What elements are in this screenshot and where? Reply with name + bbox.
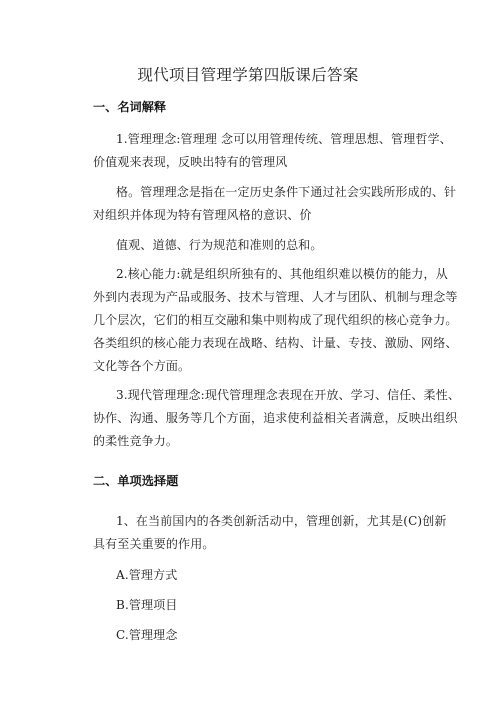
section-heading-single-choice: 二、单项选择题 — [93, 474, 179, 488]
question-line: 具有至关重要的作用。 — [93, 537, 215, 551]
paragraph-line: 外到内表现为产品或服务、技术与管理、人才与团队、机制与理念等 — [93, 290, 458, 304]
option-c: C.管理理念 — [116, 628, 178, 642]
paragraph-line: 3.现代管理理念:现代管理理念表现在开放、学习、信任、柔性、 — [116, 388, 460, 402]
paragraph-line: 值观、道德、行为规范和准则的总和。 — [116, 238, 323, 252]
option-b: B.管理项目 — [116, 598, 178, 612]
paragraph-line: 对组织并体现为特有管理风格的意识、价 — [93, 208, 312, 222]
paragraph-line: 文化等各个方面。 — [93, 359, 191, 373]
paragraph-line: 的柔性竞争力。 — [93, 434, 179, 448]
paragraph-line: 几个层次，它们的相互交融和集中则构成了现代组织的核心竞争力。 — [93, 313, 458, 327]
section-heading-definitions: 一、名词解释 — [93, 100, 167, 114]
paragraph-line: 协作、沟通、服务等几个方面，追求使利益相关者满意，反映出组织 — [93, 411, 458, 425]
paragraph-line: 1.管理理念:管理理 念可以用管理传统、管理思想、管理哲学、 — [116, 132, 452, 146]
paragraph-line: 2.核心能力:就是组织所独有的、其他组织难以模仿的能力，从 — [116, 267, 448, 281]
paragraph-line: 格。管理理念是指在一定历史条件下通过社会实践所形成的、针 — [116, 185, 457, 199]
paragraph-line: 各类组织的核心能力表现在战略、结构、计量、专技、激励、网络、 — [93, 336, 458, 350]
option-a: A.管理方式 — [116, 568, 178, 582]
paragraph-line: 价值观来表现，反映出特有的管理风 — [93, 155, 288, 169]
question-line: 1、在当前国内的各类创新活动中，管理创新，尤其是(C)创新 — [116, 514, 447, 528]
document-title: 现代项目管理学第四版课后答案 — [137, 66, 359, 84]
